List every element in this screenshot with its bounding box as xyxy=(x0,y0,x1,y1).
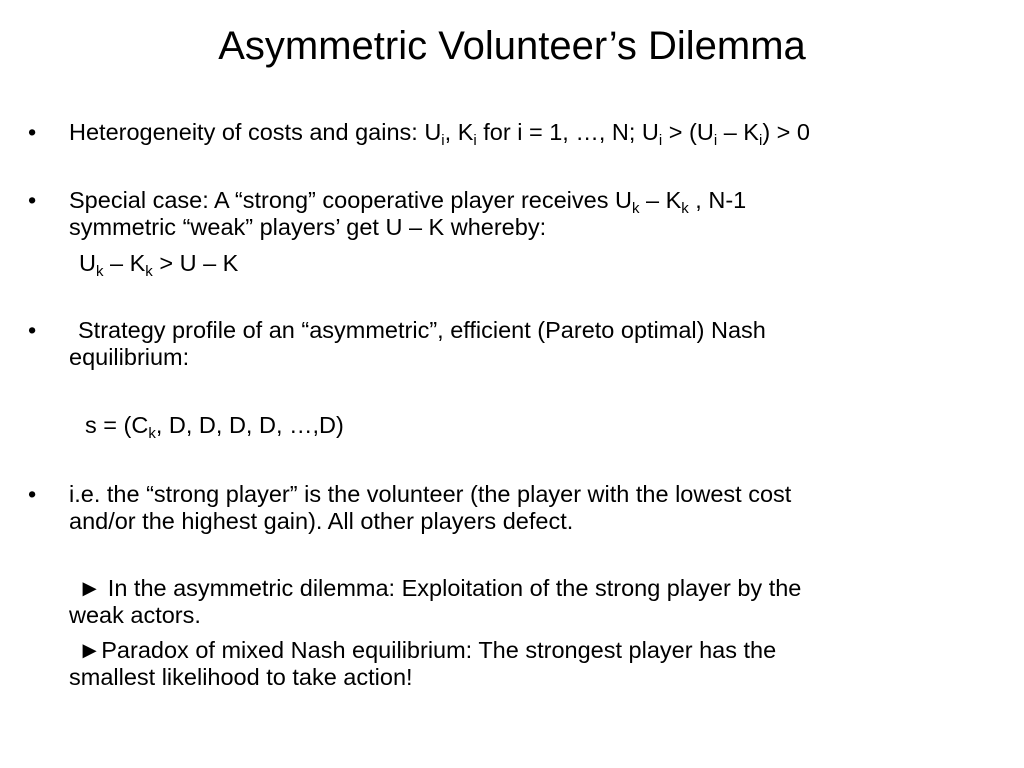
bullet-point: • xyxy=(28,187,37,213)
paradox-line-2: smallest likelihood to take action! xyxy=(69,664,413,690)
exploitation-line-1: ► In the asymmetric dilemma: Exploitation of the strong player by the xyxy=(78,575,802,601)
volunteer-line-2: and/or the highest gain). All other players defect. xyxy=(69,508,574,534)
special-case-line-1: Special case: A “strong” cooperative player receives $U_k - K_k$ , N-1 xyxy=(69,187,747,217)
volunteer-line-1: i.e. the “strong player” is the volunteer (the player with the lowest cost xyxy=(69,481,792,507)
condition-formula: $U_k - K_k > U - K$ xyxy=(79,250,239,280)
special-case-line-2: symmetric “weak” players’ get U – K whereby: xyxy=(69,214,547,240)
exploitation-line-2: weak actors. xyxy=(69,602,201,628)
heterogeneity-line: Heterogeneity of costs and gains: $U_i$, $K_i$ for i = 1, …, N; $U_i > (U_i - K_i) > 0$ xyxy=(69,119,811,149)
bullet-point: • xyxy=(28,317,37,343)
bullet-point: • xyxy=(28,119,37,145)
paradox-line-1: ►Paradox of mixed Nash equilibrium: The strongest player has the xyxy=(78,637,777,663)
strategy-profile-line-1: Strategy profile of an “asymmetric”, efficient (Pareto optimal) Nash xyxy=(78,317,766,343)
strategy-profile-formula: $s = (C_k$, D, D, D, D, …,D) xyxy=(85,412,344,442)
strategy-profile-line-2: equilibrium: xyxy=(69,344,190,370)
slide-title: Asymmetric Volunteer’s Dilemma xyxy=(218,24,806,68)
bullet-point: • xyxy=(28,481,37,507)
